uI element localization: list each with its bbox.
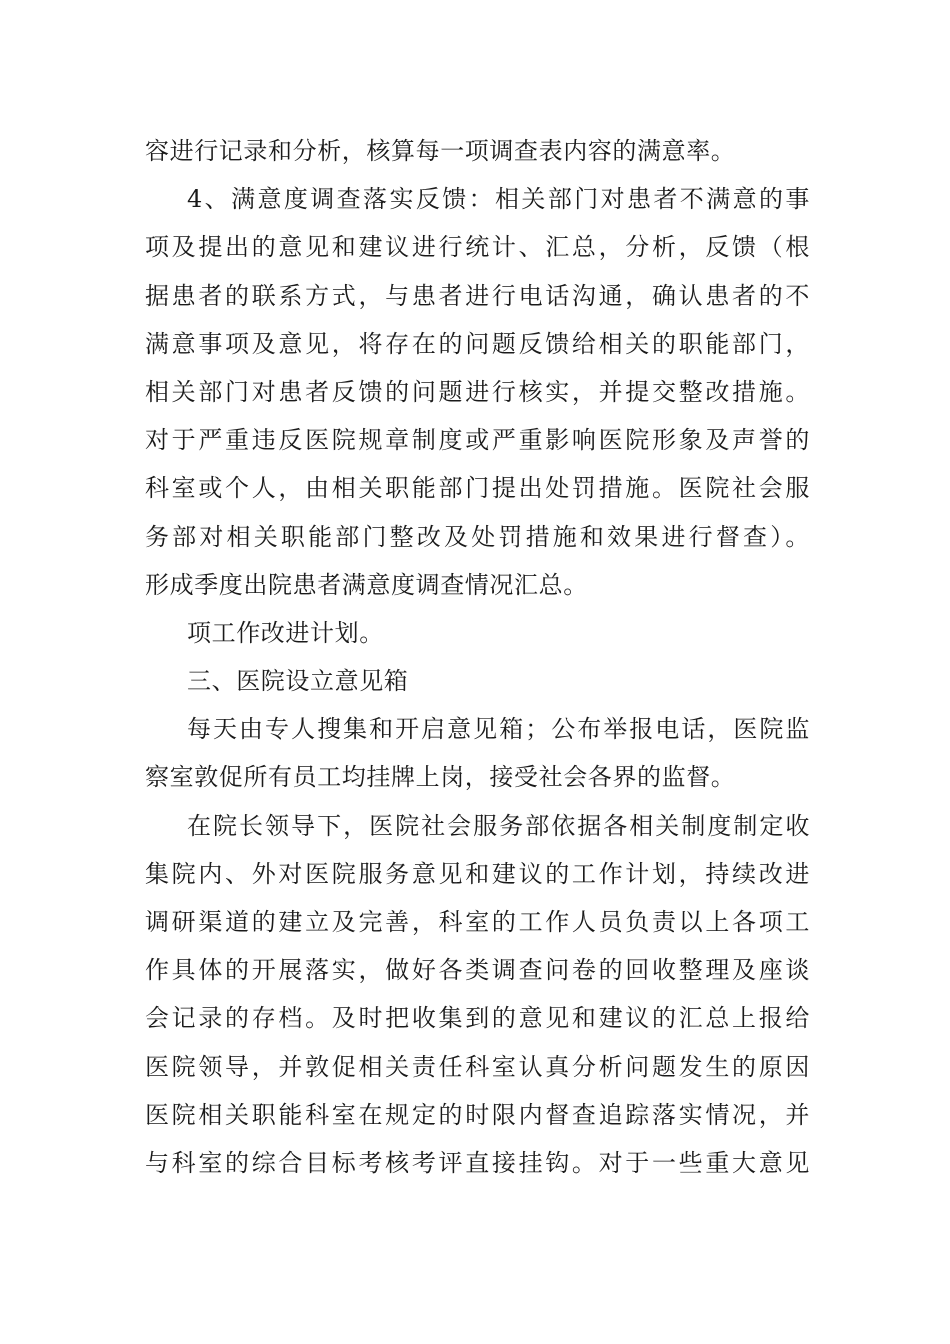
text-line: 项工作改进计划。: [187, 618, 384, 647]
text-line: 4、满意度调查落实反馈：相关部门对患者不满意的事: [187, 185, 810, 214]
text-line: 会记录的存档。及时把收集到的意见和建议的汇总上报给: [145, 1004, 810, 1033]
text-line: 三、医院设立意见箱: [187, 667, 409, 696]
text-line: 据患者的联系方式，与患者进行电话沟通，确认患者的不: [145, 281, 810, 310]
text-line: 在院长领导下，医院社会服务部依据各相关制度制定收: [187, 811, 810, 840]
paragraph: [145, 127, 810, 175]
text-line: 医院领导，并敦促相关责任科室认真分析问题发生的原因: [145, 1052, 810, 1081]
text-line: 务部对相关职能部门整改及处罚措施和效果进行督查）。: [145, 522, 810, 551]
paragraph: [145, 802, 810, 1188]
text-line: 相关部门对患者反馈的问题进行核实，并提交整改措施。: [145, 377, 810, 406]
text-line: 项及提出的意见和建议进行统计、汇总，分析，反馈（根: [145, 233, 810, 262]
paragraph: [145, 609, 810, 657]
text-line: 调研渠道的建立及完善，科室的工作人员负责以上各项工: [145, 908, 810, 936]
paragraph: [145, 175, 810, 609]
text-line: 作具体的开展落实，做好各类调查问卷的回收整理及座谈: [145, 956, 810, 985]
text-line: 对于严重违反医院规章制度或严重影响医院形象及声誉的: [145, 426, 810, 455]
document-body: [145, 127, 810, 1187]
text-line: 集院内、外对医院服务意见和建议的工作计划，持续改进: [145, 859, 810, 888]
section-heading: [145, 657, 810, 705]
text-line: 满意事项及意见，将存在的问题反馈给相关的职能部门，: [145, 329, 810, 358]
text-line: 察室敦促所有员工均挂牌上岗，接受社会各界的监督。: [145, 763, 736, 792]
text-line: 形成季度出院患者满意度调查情况汇总。: [145, 570, 588, 599]
text-line: 科室或个人，由相关职能部门提出处罚措施。医院社会服: [145, 474, 810, 503]
paragraph: [145, 705, 810, 801]
text-line: 每天由专人搜集和开启意见箱；公布举报电话，医院监: [187, 715, 810, 744]
text-line: 容进行记录和分析，核算每一项调查表内容的满意率。: [145, 137, 736, 165]
text-line: 与科室的综合目标考核考评直接挂钩。对于一些重大意见: [145, 1148, 810, 1177]
text-line: 医院相关职能科室在规定的时限内督查追踪落实情况，并: [145, 1100, 810, 1129]
